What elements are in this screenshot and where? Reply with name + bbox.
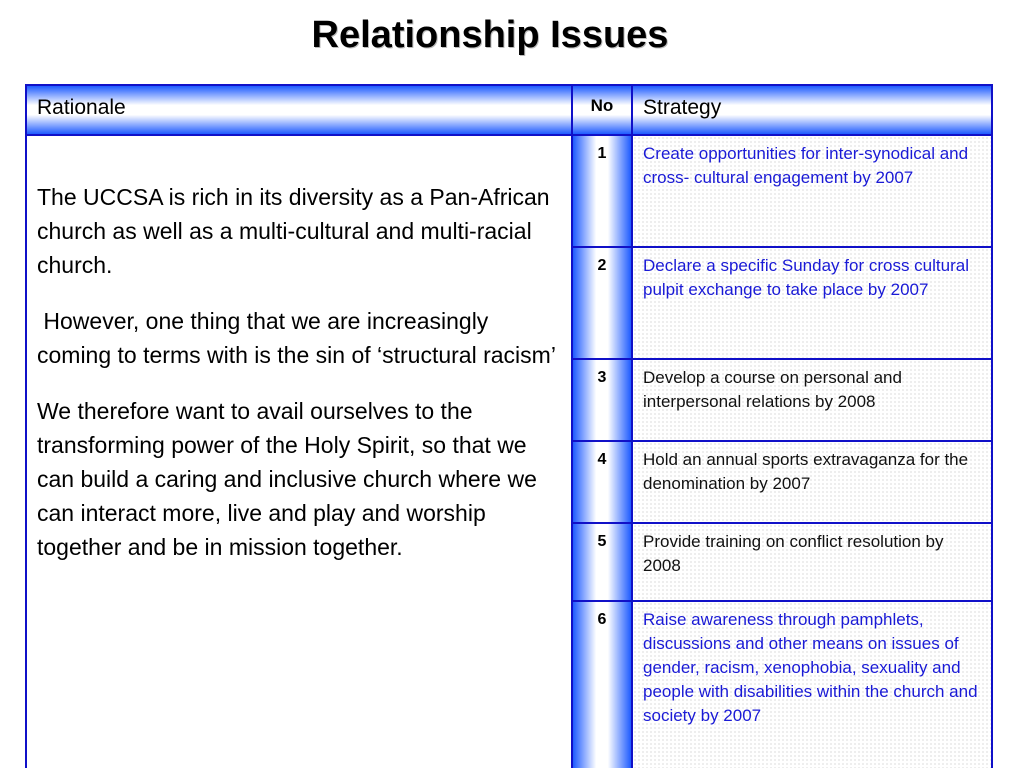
header-no-label: No — [590, 96, 614, 115]
strategy-cell: Provide training on conflict resolution by 2008 — [632, 523, 992, 601]
header-no — [572, 85, 632, 135]
rationale-paragraph: However, one thing that we are increasingly coming to terms with is the sin of ‘structural racism’ — [37, 308, 556, 368]
slide-title: Relationship Issues — [311, 14, 669, 56]
strategy-cell: Declare a specific Sunday for cross cultural pulpit exchange to take place by 2007 — [632, 247, 992, 359]
header-strategy — [632, 85, 992, 135]
rationale-cell — [26, 135, 572, 768]
row-number: 3 — [597, 369, 607, 386]
strategy-table — [25, 84, 993, 768]
header-strategy-label: Strategy — [643, 96, 722, 119]
row-number-cell — [572, 601, 632, 768]
strategy-cell: Develop a course on personal and interpersonal relations by 2008 — [632, 359, 992, 441]
table-row — [26, 135, 992, 247]
row-number: 4 — [597, 451, 607, 468]
row-number: 6 — [597, 611, 607, 628]
row-number: 5 — [597, 533, 607, 550]
row-number-cell — [572, 247, 632, 359]
row-number-cell — [572, 441, 632, 523]
header-rationale-label: Rationale — [37, 96, 126, 119]
row-number-cell — [572, 359, 632, 441]
rationale-paragraph: We therefore want to avail ourselves to the transforming power of the Holy Spirit, so that we can build a caring and inclusive church where we can interact more, live and play and worship together and be in mission together. — [37, 398, 537, 560]
header-rationale — [26, 85, 572, 135]
row-number-cell — [572, 135, 632, 247]
strategy-cell: Raise awareness through pamphlets, discussions and other means on issues of gender, racism, xenophobia, sexuality and people with disabilities within the church and society by 2007 — [632, 601, 992, 768]
row-number-cell — [572, 523, 632, 601]
rationale-paragraph: The UCCSA is rich in its diversity as a Pan-African church as well as a multi-cultural and multi-racial church. — [37, 184, 550, 278]
table-header-row — [26, 85, 992, 135]
strategy-cell: Create opportunities for inter-synodical and cross- cultural engagement by 2007 — [632, 135, 992, 247]
row-number: 1 — [597, 145, 607, 162]
row-number: 2 — [597, 257, 607, 274]
strategy-cell: Hold an annual sports extravaganza for the denomination by 2007 — [632, 441, 992, 523]
